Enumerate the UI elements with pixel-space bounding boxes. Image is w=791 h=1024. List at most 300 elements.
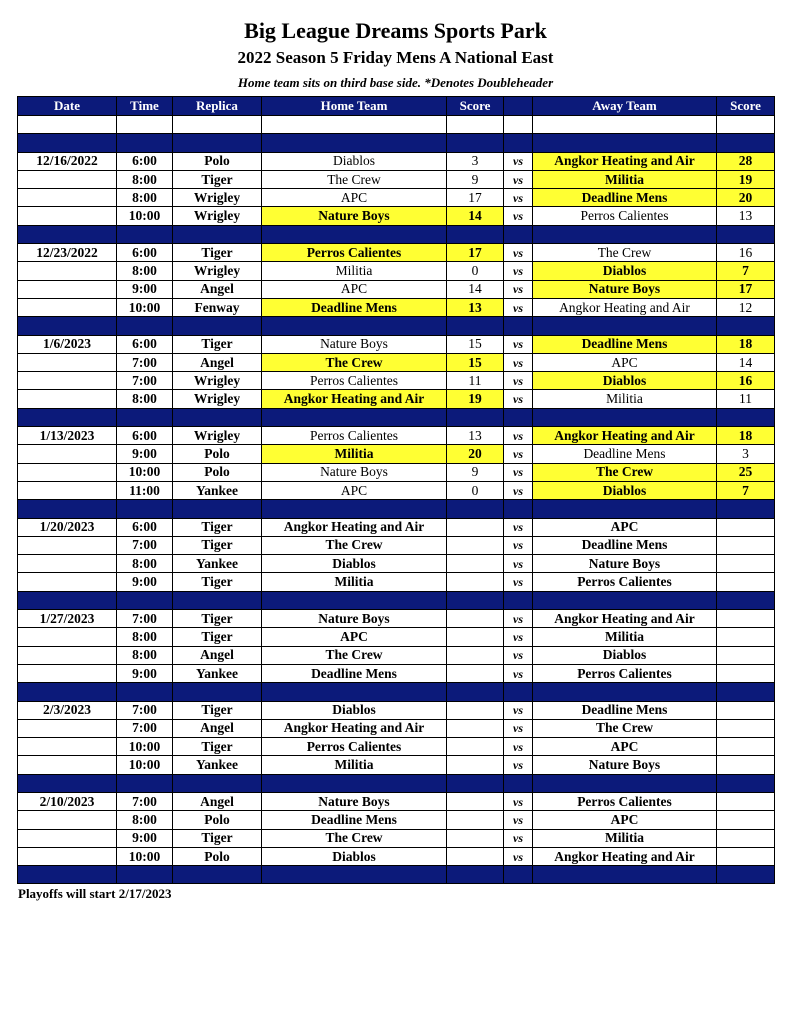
separator-cell	[447, 134, 504, 152]
game-time: 8:00	[117, 262, 173, 280]
separator-cell	[533, 591, 717, 609]
home-score: 20	[447, 445, 504, 463]
game-time: 8:00	[117, 555, 173, 573]
home-team: Diablos	[262, 701, 447, 719]
away-team: Nature Boys	[533, 756, 717, 774]
home-team: Angkor Heating and Air	[262, 390, 447, 408]
game-time: 10:00	[117, 738, 173, 756]
game-field: Tiger	[173, 829, 262, 847]
game-date	[18, 719, 117, 737]
game-field: Tiger	[173, 244, 262, 262]
home-team: Angkor Heating and Air	[262, 518, 447, 536]
away-team: Militia	[533, 829, 717, 847]
game-date	[18, 280, 117, 298]
away-score	[717, 719, 775, 737]
game-field: Tiger	[173, 536, 262, 554]
separator-cell	[18, 774, 117, 792]
home-team: Diablos	[262, 152, 447, 170]
game-date	[18, 536, 117, 554]
game-field: Angel	[173, 646, 262, 664]
game-time: 9:00	[117, 573, 173, 591]
vs-label: vs	[504, 518, 533, 536]
game-row	[18, 170, 775, 188]
game-time: 10:00	[117, 463, 173, 481]
away-score: 20	[717, 189, 775, 207]
separator-cell	[262, 317, 447, 335]
separator-cell	[717, 225, 775, 243]
game-row	[18, 189, 775, 207]
home-score: 14	[447, 280, 504, 298]
home-team: Militia	[262, 262, 447, 280]
home-score	[447, 610, 504, 628]
vs-label: vs	[504, 536, 533, 554]
game-date: 1/6/2023	[18, 335, 117, 353]
separator-cell	[533, 317, 717, 335]
game-time: 10:00	[117, 756, 173, 774]
blank-row	[18, 116, 775, 134]
game-date	[18, 573, 117, 591]
home-team: The Crew	[262, 536, 447, 554]
home-team: Nature Boys	[262, 610, 447, 628]
game-time: 7:00	[117, 792, 173, 810]
separator-cell	[504, 774, 533, 792]
game-date	[18, 481, 117, 499]
home-score	[447, 792, 504, 810]
game-date	[18, 847, 117, 865]
separator-cell	[173, 225, 262, 243]
away-team: Militia	[533, 390, 717, 408]
separator-cell	[717, 134, 775, 152]
vs-label: vs	[504, 390, 533, 408]
game-date	[18, 756, 117, 774]
away-team: Deadline Mens	[533, 701, 717, 719]
game-field: Wrigley	[173, 262, 262, 280]
col-time-header: Time	[117, 97, 173, 116]
home-team: Nature Boys	[262, 463, 447, 481]
separator-cell	[447, 683, 504, 701]
away-team: Angkor Heating and Air	[533, 610, 717, 628]
home-score: 9	[447, 463, 504, 481]
separator-cell	[117, 591, 173, 609]
home-score	[447, 555, 504, 573]
schedule-body	[18, 116, 775, 884]
game-date: 2/10/2023	[18, 792, 117, 810]
separator-cell	[533, 683, 717, 701]
game-field: Tiger	[173, 335, 262, 353]
page-note: Home team sits on third base side. *Denotes Doubleheader	[237, 75, 554, 90]
away-score: 16	[717, 372, 775, 390]
game-row	[18, 738, 775, 756]
game-date	[18, 353, 117, 371]
separator-cell	[533, 774, 717, 792]
separator-row	[18, 500, 775, 518]
separator-row	[18, 866, 775, 884]
col-date-header: Date	[18, 97, 117, 116]
separator-row	[18, 317, 775, 335]
vs-label: vs	[504, 738, 533, 756]
game-time: 8:00	[117, 811, 173, 829]
vs-label: vs	[504, 372, 533, 390]
away-score: 19	[717, 170, 775, 188]
away-team: Angkor Heating and Air	[533, 427, 717, 445]
game-time: 6:00	[117, 152, 173, 170]
vs-label: vs	[504, 280, 533, 298]
separator-cell	[18, 225, 117, 243]
away-score: 7	[717, 262, 775, 280]
separator-cell	[18, 866, 117, 884]
game-date	[18, 646, 117, 664]
vs-label: vs	[504, 646, 533, 664]
separator-cell	[18, 683, 117, 701]
game-date	[18, 170, 117, 188]
away-score	[717, 701, 775, 719]
game-field: Wrigley	[173, 207, 262, 225]
home-team: The Crew	[262, 353, 447, 371]
away-team: Perros Calientes	[533, 792, 717, 810]
home-score	[447, 536, 504, 554]
col-vs-header	[504, 97, 533, 116]
home-team: Deadline Mens	[262, 664, 447, 682]
home-team: APC	[262, 481, 447, 499]
game-field: Yankee	[173, 555, 262, 573]
home-score	[447, 573, 504, 591]
game-time: 10:00	[117, 847, 173, 865]
game-time: 7:00	[117, 353, 173, 371]
away-team: APC	[533, 738, 717, 756]
home-score: 11	[447, 372, 504, 390]
game-date	[18, 189, 117, 207]
home-score	[447, 701, 504, 719]
away-score	[717, 664, 775, 682]
game-row	[18, 353, 775, 371]
home-score	[447, 518, 504, 536]
away-team: Deadline Mens	[533, 335, 717, 353]
col-replica-header: Replica	[173, 97, 262, 116]
game-time: 7:00	[117, 610, 173, 628]
schedule-table	[17, 96, 775, 884]
away-score	[717, 628, 775, 646]
away-team: APC	[533, 811, 717, 829]
game-date	[18, 664, 117, 682]
game-field: Angel	[173, 280, 262, 298]
game-time: 8:00	[117, 646, 173, 664]
game-date: 12/23/2022	[18, 244, 117, 262]
home-team: APC	[262, 628, 447, 646]
separator-cell	[447, 317, 504, 335]
separator-cell	[447, 774, 504, 792]
separator-cell	[173, 500, 262, 518]
separator-cell	[18, 591, 117, 609]
game-date	[18, 390, 117, 408]
game-field: Tiger	[173, 573, 262, 591]
separator-cell	[262, 774, 447, 792]
away-score	[717, 555, 775, 573]
separator-cell	[504, 500, 533, 518]
away-score	[717, 536, 775, 554]
separator-cell	[717, 500, 775, 518]
game-row	[18, 536, 775, 554]
home-score: 14	[447, 207, 504, 225]
home-score: 13	[447, 427, 504, 445]
away-team: Diablos	[533, 372, 717, 390]
home-score: 0	[447, 481, 504, 499]
separator-row	[18, 683, 775, 701]
separator-cell	[533, 408, 717, 426]
page-subtitle: 2022 Season 5 Friday Mens A National East	[237, 48, 554, 67]
home-team: Nature Boys	[262, 792, 447, 810]
away-team: Perros Calientes	[533, 207, 717, 225]
home-team: Deadline Mens	[262, 811, 447, 829]
separator-cell	[504, 317, 533, 335]
home-team: Perros Calientes	[262, 244, 447, 262]
separator-cell	[173, 317, 262, 335]
game-time: 6:00	[117, 427, 173, 445]
away-score	[717, 573, 775, 591]
separator-cell	[533, 134, 717, 152]
separator-cell	[717, 317, 775, 335]
vs-label: vs	[504, 463, 533, 481]
game-date	[18, 207, 117, 225]
game-row	[18, 610, 775, 628]
home-score	[447, 719, 504, 737]
game-row	[18, 481, 775, 499]
separator-cell	[18, 408, 117, 426]
game-field: Angel	[173, 353, 262, 371]
game-time: 9:00	[117, 445, 173, 463]
separator-cell	[18, 317, 117, 335]
away-team: Angkor Heating and Air	[533, 847, 717, 865]
away-score: 13	[717, 207, 775, 225]
home-score: 0	[447, 262, 504, 280]
away-team: Angkor Heating and Air	[533, 152, 717, 170]
vs-label: vs	[504, 427, 533, 445]
separator-cell	[504, 408, 533, 426]
game-time: 6:00	[117, 335, 173, 353]
away-team: Deadline Mens	[533, 536, 717, 554]
game-date	[18, 628, 117, 646]
game-field: Angel	[173, 719, 262, 737]
away-score: 18	[717, 335, 775, 353]
game-field: Polo	[173, 847, 262, 865]
separator-cell	[117, 774, 173, 792]
away-team: The Crew	[533, 719, 717, 737]
separator-cell	[447, 408, 504, 426]
game-field: Tiger	[173, 701, 262, 719]
away-score: 12	[717, 298, 775, 316]
separator-cell	[262, 591, 447, 609]
home-team: APC	[262, 189, 447, 207]
separator-cell	[18, 134, 117, 152]
game-row	[18, 792, 775, 810]
game-field: Wrigley	[173, 372, 262, 390]
away-score: 28	[717, 152, 775, 170]
separator-cell	[173, 408, 262, 426]
game-date	[18, 463, 117, 481]
game-date: 12/16/2022	[18, 152, 117, 170]
separator-cell	[117, 317, 173, 335]
game-row	[18, 207, 775, 225]
game-time: 8:00	[117, 170, 173, 188]
game-field: Angel	[173, 792, 262, 810]
home-score	[447, 664, 504, 682]
game-row	[18, 719, 775, 737]
separator-cell	[117, 134, 173, 152]
page-title: Big League Dreams Sports Park	[244, 18, 547, 43]
home-team: Deadline Mens	[262, 298, 447, 316]
away-team: Nature Boys	[533, 555, 717, 573]
away-team: Deadline Mens	[533, 189, 717, 207]
away-team: APC	[533, 518, 717, 536]
away-team: Diablos	[533, 262, 717, 280]
game-field: Tiger	[173, 170, 262, 188]
game-date: 1/20/2023	[18, 518, 117, 536]
separator-cell	[262, 683, 447, 701]
home-team: Perros Calientes	[262, 427, 447, 445]
vs-label: vs	[504, 628, 533, 646]
separator-cell	[504, 683, 533, 701]
separator-row	[18, 408, 775, 426]
home-score	[447, 738, 504, 756]
separator-cell	[117, 500, 173, 518]
separator-cell	[447, 866, 504, 884]
game-field: Tiger	[173, 518, 262, 536]
separator-cell	[504, 225, 533, 243]
game-row	[18, 463, 775, 481]
separator-row	[18, 134, 775, 152]
home-team: Militia	[262, 445, 447, 463]
vs-label: vs	[504, 481, 533, 499]
separator-cell	[262, 866, 447, 884]
separator-cell	[533, 500, 717, 518]
home-score	[447, 628, 504, 646]
game-row	[18, 646, 775, 664]
home-team: APC	[262, 280, 447, 298]
game-date: 1/27/2023	[18, 610, 117, 628]
game-date	[18, 555, 117, 573]
vs-label: vs	[504, 573, 533, 591]
vs-label: vs	[504, 298, 533, 316]
game-field: Polo	[173, 811, 262, 829]
away-score: 7	[717, 481, 775, 499]
vs-label: vs	[504, 847, 533, 865]
away-score: 17	[717, 280, 775, 298]
vs-label: vs	[504, 555, 533, 573]
home-team: Militia	[262, 756, 447, 774]
game-field: Polo	[173, 463, 262, 481]
home-team: The Crew	[262, 170, 447, 188]
vs-label: vs	[504, 664, 533, 682]
col-home-team-header: Home Team	[262, 97, 447, 116]
vs-label: vs	[504, 207, 533, 225]
game-time: 8:00	[117, 628, 173, 646]
vs-label: vs	[504, 719, 533, 737]
home-score: 15	[447, 335, 504, 353]
vs-label: vs	[504, 756, 533, 774]
game-row	[18, 555, 775, 573]
home-score: 17	[447, 189, 504, 207]
game-row	[18, 445, 775, 463]
separator-cell	[533, 225, 717, 243]
home-team: Diablos	[262, 555, 447, 573]
game-date: 2/3/2023	[18, 701, 117, 719]
away-team: Perros Calientes	[533, 664, 717, 682]
game-row	[18, 152, 775, 170]
home-score: 19	[447, 390, 504, 408]
away-score: 11	[717, 390, 775, 408]
away-team: Diablos	[533, 481, 717, 499]
separator-cell	[117, 408, 173, 426]
game-field: Yankee	[173, 481, 262, 499]
away-score	[717, 756, 775, 774]
home-team: Angkor Heating and Air	[262, 719, 447, 737]
separator-cell	[173, 134, 262, 152]
vs-label: vs	[504, 335, 533, 353]
home-score: 9	[447, 170, 504, 188]
game-time: 7:00	[117, 536, 173, 554]
away-score: 3	[717, 445, 775, 463]
vs-label: vs	[504, 353, 533, 371]
home-score	[447, 646, 504, 664]
game-time: 7:00	[117, 701, 173, 719]
home-score: 15	[447, 353, 504, 371]
game-time: 7:00	[117, 719, 173, 737]
away-team: APC	[533, 353, 717, 371]
away-score	[717, 811, 775, 829]
separator-cell	[504, 866, 533, 884]
game-field: Tiger	[173, 628, 262, 646]
vs-label: vs	[504, 445, 533, 463]
separator-cell	[262, 225, 447, 243]
game-date	[18, 811, 117, 829]
game-time: 8:00	[117, 189, 173, 207]
home-score	[447, 829, 504, 847]
separator-cell	[18, 500, 117, 518]
home-score	[447, 811, 504, 829]
game-time: 9:00	[117, 829, 173, 847]
game-row	[18, 573, 775, 591]
away-team: The Crew	[533, 244, 717, 262]
separator-row	[18, 225, 775, 243]
away-score: 16	[717, 244, 775, 262]
game-row	[18, 244, 775, 262]
away-team: The Crew	[533, 463, 717, 481]
away-team: Diablos	[533, 646, 717, 664]
vs-label: vs	[504, 189, 533, 207]
game-row	[18, 701, 775, 719]
separator-cell	[262, 134, 447, 152]
home-score: 3	[447, 152, 504, 170]
game-field: Yankee	[173, 756, 262, 774]
separator-cell	[173, 683, 262, 701]
home-score: 13	[447, 298, 504, 316]
game-row	[18, 664, 775, 682]
game-date: 1/13/2023	[18, 427, 117, 445]
separator-cell	[717, 408, 775, 426]
away-score: 18	[717, 427, 775, 445]
away-score	[717, 792, 775, 810]
game-time: 9:00	[117, 664, 173, 682]
home-score	[447, 756, 504, 774]
game-date	[18, 298, 117, 316]
vs-label: vs	[504, 244, 533, 262]
away-score: 25	[717, 463, 775, 481]
game-field: Tiger	[173, 610, 262, 628]
home-team: Nature Boys	[262, 207, 447, 225]
game-row	[18, 756, 775, 774]
game-row	[18, 628, 775, 646]
separator-cell	[717, 866, 775, 884]
away-score	[717, 646, 775, 664]
